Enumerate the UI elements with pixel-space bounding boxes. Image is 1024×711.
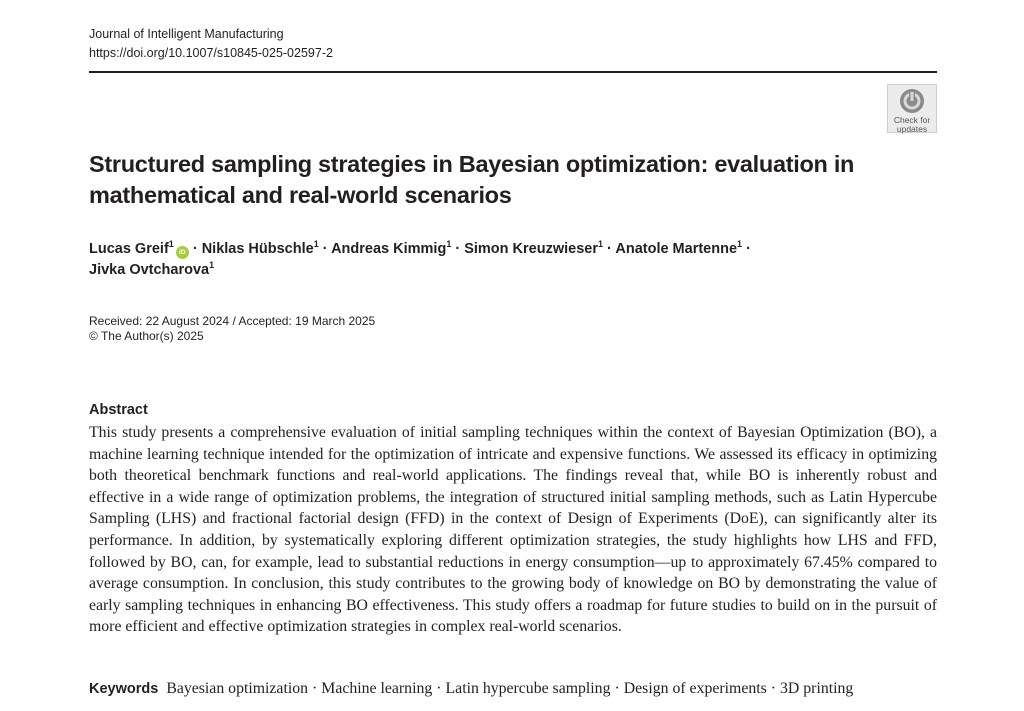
copyright-notice: © The Author(s) 2025 [89,329,204,343]
received-accepted-dates: Received: 22 August 2024 / Accepted: 19 March 2025 [89,314,376,328]
keyword-item: Design of experiments [623,680,767,697]
badge-line-1: Check for [893,115,931,125]
header-divider [89,71,937,73]
keyword-item: 3D printing [780,680,854,697]
keyword-separator: · [614,680,620,697]
keywords-section [89,679,949,699]
author-name[interactable]: Anatole Martenne [615,241,738,257]
author-name[interactable]: Niklas Hübschle [201,241,314,257]
author-name[interactable]: Simon Kreuzwieser [464,241,598,257]
author-name[interactable]: Jivka Ovtcharova [89,262,210,278]
check-updates-icon [898,87,926,115]
abstract-text: This study presents a comprehensive evaluation of initial sampling techniques within the context of Bayesian Optimization (BO), a machine learning technique intended for the optimization of intricate and expensive functions. We assessed its efficacy in optimizing both theoretical benchmark functions and real-world applications. The findings reveal that, while BO is inherently robust and effective in a wide range of optimization problems, the integration of structured initial sampling methods, such as Latin Hypercube Sampling (LHS) and fractional factorial design (FFD) in the context of Design of Experiments (DoE), can significantly alter its performance. In addition, by systematically exploring different optimization strategies, the study highlights how LHS and FFD, followed by BO, can, for example, lead to substantial reductions in energy consumption—up to approximately 67.45% compared to average consumption. In conclusion, this study contributes to the growing body of knowledge on BO by demonstrating the value of early sampling techniques in enhancing BO effectiveness. This study offers a roadmap for future studies to build on in the pursuit of more efficient and effective optimization strategies in complex real-world scenarios. [89,424,937,636]
author-list: Lucas Greif$^1$iD · Niklas Hübschle$^1$ · Andreas Kimmig$^1$ · Simon Kreuzwieser$^1$ · Anatole Martenne$^1$ · Jivka Ovtcharova$^1$ [89,239,751,278]
orcid-icon[interactable]: iD [176,246,189,259]
doi-link[interactable]: https://doi.org/10.1007/s10845-025-02597-2 [89,46,333,60]
author-name[interactable]: Andreas Kimmig [331,241,447,257]
journal-name: Journal of Intelligent Manufacturing [89,27,284,41]
author-affiliation: 1 [168,239,174,249]
keyword-separator: · [770,680,777,697]
author-affiliation: 1 [313,239,319,249]
article-title: Structured sampling strategies in Bayesian optimization: evaluation in mathematical and real-world scenarios [89,151,855,208]
author-affiliation: 1 [597,239,603,249]
check-for-updates-button[interactable] [887,84,937,133]
abstract-heading: Abstract [89,402,148,418]
author-affiliation: 1 [446,239,452,249]
author-affiliation: 1 [737,239,743,249]
keywords-label: Keywords [89,681,159,697]
author-name[interactable]: Lucas Greif [89,241,169,257]
keyword-item: Bayesian optimization [166,680,309,697]
badge-line-2: updates [896,124,928,134]
publication-dates [89,314,375,344]
keyword-separator: · [312,680,318,697]
keyword-item: Machine learning [321,680,433,697]
keyword-separator: · [436,680,442,697]
keyword-item: Latin hypercube sampling [445,680,611,697]
author-affiliation: 1 [209,260,215,270]
journal-header [89,25,333,63]
